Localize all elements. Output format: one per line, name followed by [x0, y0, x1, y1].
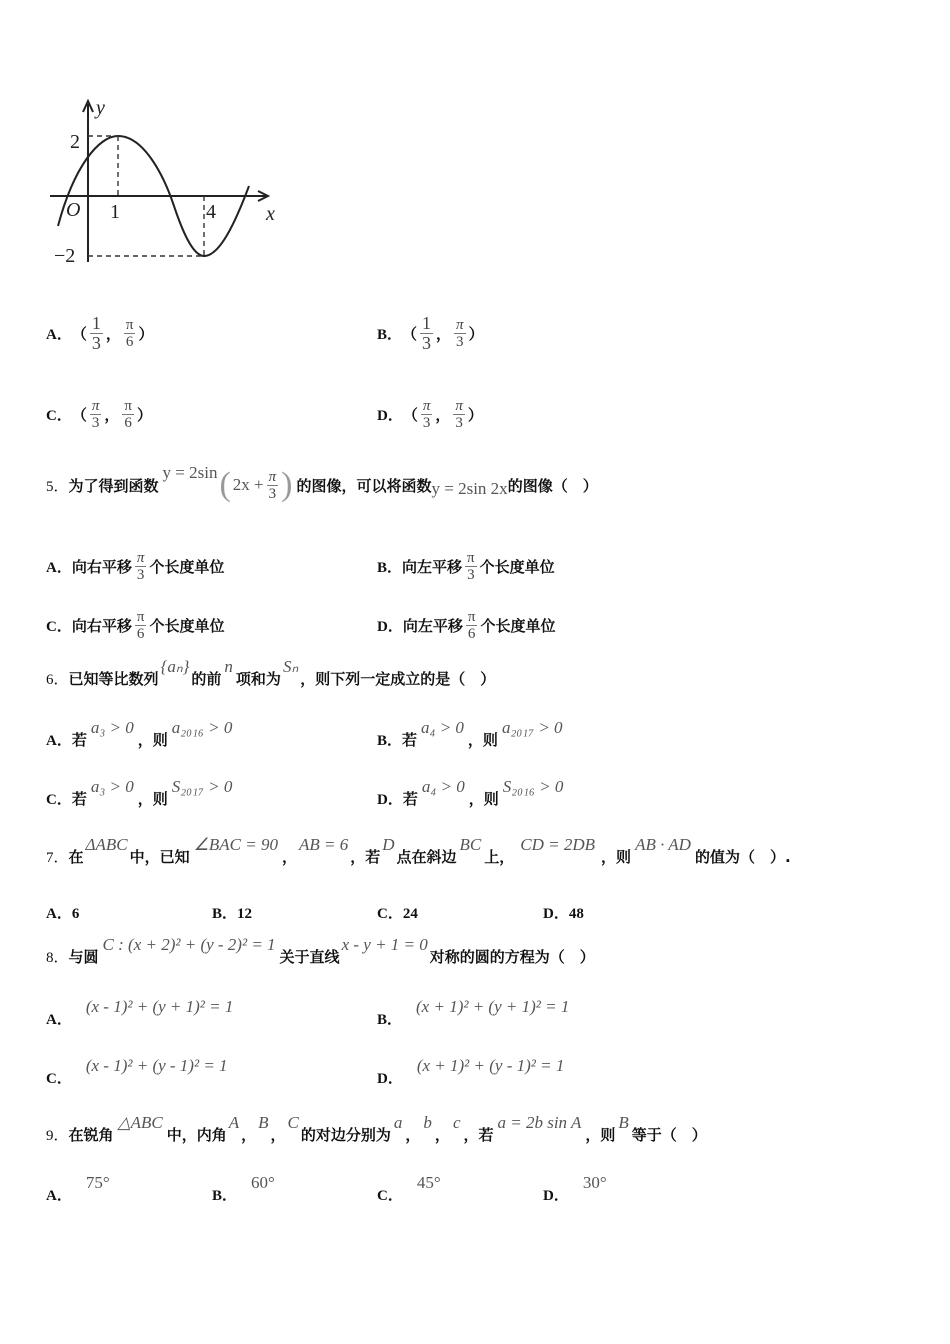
fraction: $\frac{\pi}{3}$: [456, 317, 464, 350]
question-9-stem: 9． 在锐角 △ABC 中，内角 A ， B ， C 的对边分别为 a ， b ， c ，若 a = 2b sin A ，则 B 等于（ ）: [46, 1112, 707, 1144]
q4-option-d: D． （ $\frac{\pi}{3}$ ， $\frac{\pi}{3}$ ）: [377, 398, 483, 431]
q7-option-b: B．12: [212, 906, 253, 922]
fraction: $\frac{1}{3}$: [422, 313, 432, 353]
left-paren: (: [219, 466, 231, 503]
q9-option-a: A． 75°: [46, 1172, 110, 1204]
fraction: $\frac{\pi}{6}$: [467, 609, 476, 642]
axis-label-y: y: [96, 97, 105, 119]
q5-option-b: B． 向左平移 $\frac{\pi}{3}$ 个长度单位: [377, 550, 555, 583]
q9-option-b: B． 60°: [212, 1172, 275, 1204]
q7-option-a: A．6: [46, 906, 80, 922]
fraction: $\frac{\pi}{3}$: [91, 398, 100, 431]
q7-option-d: D．48: [543, 906, 584, 922]
question-5-stem: 5． 为了得到函数 y = 2sin ( 2x + $\frac{\pi}{3}$ ) 的图像，可以将函数 y = 2sin 2x 的图像（ ）: [46, 463, 598, 503]
tick-label-4: 4: [206, 201, 216, 223]
question-8-stem: 8． 与圆 C : (x + 2)² + (y - 2)² = 1 关于直线 x - y + 1 = 0 对称的圆的方程为（ ）: [46, 934, 595, 966]
q6-option-b: B． 若 a₄ > 0 ，则 a₂₀₁₇ > 0: [377, 717, 563, 749]
axis-label-x: x: [266, 203, 275, 225]
fraction: $\frac{\pi}{3}$: [268, 468, 277, 502]
q4-option-a: A． （ $\frac{1}{3}$ ， $\frac{\pi}{6}$ ）: [46, 313, 154, 353]
fraction: $\frac{\pi}{3}$: [136, 550, 145, 583]
question-6-stem: 6． 已知等比数列 {aₙ} 的前 n 项和为 Sₙ ，则下列一定成立的是（ ）: [46, 656, 496, 688]
q4-option-c: C． （ $\frac{\pi}{3}$ ， $\frac{\pi}{6}$ ）: [46, 398, 152, 431]
q7-option-c: C．24: [377, 906, 418, 922]
q8-option-c: C． (x - 1)² + (y - 1)² = 1: [46, 1055, 228, 1087]
q9-option-c: C． 45°: [377, 1172, 441, 1204]
fraction: $\frac{\pi}{3}$: [422, 398, 431, 431]
fraction: $\frac{\pi}{6}$: [136, 609, 145, 642]
q6-option-a: A． 若 a₃ > 0 ，则 a₂₀₁₆ > 0: [46, 717, 233, 749]
fraction: $\frac{\pi}{3}$: [467, 550, 475, 583]
tick-label-1: 1: [110, 201, 120, 223]
q8-option-a: A． (x - 1)² + (y + 1)² = 1: [46, 996, 234, 1028]
q8-option-d: D． (x + 1)² + (y - 1)² = 1: [377, 1055, 565, 1087]
fraction: $\frac{1}{3}$: [91, 313, 101, 353]
q9-option-d: D． 30°: [543, 1172, 607, 1204]
fraction: $\frac{\pi}{3}$: [455, 398, 463, 431]
q5-option-c: C． 向右平移 $\frac{\pi}{6}$ 个长度单位: [46, 609, 225, 642]
q5-option-a: A． 向右平移 $\frac{\pi}{3}$ 个长度单位: [46, 550, 225, 583]
y-label-min: −2: [54, 245, 76, 267]
q6-option-d: D． 若 a₄ > 0 ，则 S₂₀₁₆ > 0: [377, 776, 564, 808]
origin-label: O: [66, 199, 81, 221]
question-7-stem: 7． 在 ΔABC 中，已知 ∠BAC = 90 ， AB = 6 ，若 D 点在斜边 BC 上， CD = 2DB ，则 AB · AD 的值为（ ）.: [46, 834, 791, 866]
sine-graph-figure: [44, 96, 284, 268]
right-paren: ): [281, 466, 293, 503]
q8-option-b: B． (x + 1)² + (y + 1)² = 1: [377, 996, 570, 1028]
q5-option-d: D． 向左平移 $\frac{\pi}{6}$ 个长度单位: [377, 609, 556, 642]
q6-option-c: C． 若 a₃ > 0 ，则 S₂₀₁₇ > 0: [46, 776, 233, 808]
q4-option-b: B． （ $\frac{1}{3}$ ， $\frac{\pi}{3}$ ）: [377, 313, 484, 353]
fraction: $\frac{\pi}{6}$: [124, 398, 132, 431]
fraction: $\frac{\pi}{6}$: [125, 317, 134, 350]
y-label-max: 2: [70, 131, 80, 153]
